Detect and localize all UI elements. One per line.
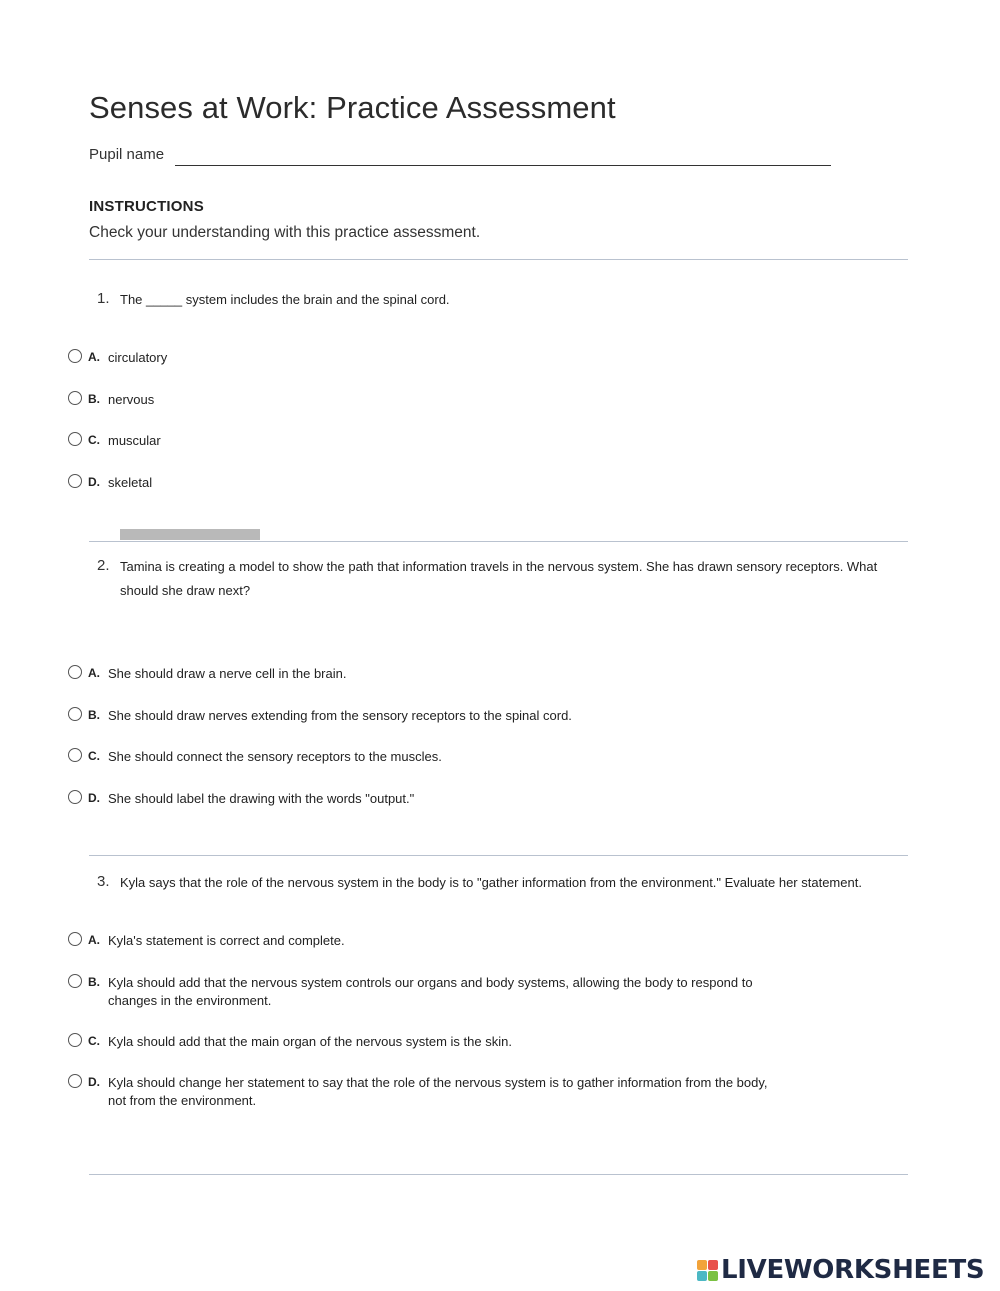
section-divider (89, 541, 908, 542)
option-letter: B. (88, 708, 100, 722)
option-text: She should label the drawing with the words "output." (108, 791, 415, 806)
radio-button[interactable] (68, 790, 82, 804)
radio-button[interactable] (68, 1074, 82, 1088)
radio-button[interactable] (68, 748, 82, 762)
question-number: 3. (97, 873, 110, 890)
question-text: Tamina is creating a model to show the path that information travels in the nervous system. She has drawn sensory receptors. What should she draw next? (120, 559, 878, 598)
radio-button[interactable] (68, 665, 82, 679)
question-text: Kyla says that the role of the nervous system in the body is to "gather information from the environment." Evaluate her statement. (120, 875, 862, 890)
option-text: circulatory (108, 350, 168, 365)
option-text: She should draw a nerve cell in the brain. (108, 666, 347, 681)
logo-text: LIVEWORKSHEETS (721, 1255, 985, 1285)
option-letter: D. (88, 475, 100, 489)
option-text: skeletal (108, 475, 153, 490)
option-letter: B. (88, 975, 100, 989)
option-letter: C. (88, 433, 100, 447)
section-divider (89, 259, 908, 260)
radio-button[interactable] (68, 707, 82, 721)
option-letter: B. (88, 392, 100, 406)
radio-button[interactable] (68, 1033, 82, 1047)
option-letter: D. (88, 1075, 100, 1089)
question-text: The _____ system includes the brain and the spinal cord. (120, 292, 450, 307)
question-number: 1. (97, 290, 110, 307)
logo-tile (697, 1260, 707, 1270)
radio-button[interactable] (68, 391, 82, 405)
section-divider (89, 855, 908, 856)
grey-tab-marker (120, 529, 260, 540)
option-text: She should draw nerves extending from the sensory receptors to the spinal cord. (108, 708, 572, 723)
option-text: Kyla should add that the nervous system controls our organs and body systems, allowing the body to respond to changes in the environment. (108, 975, 753, 1008)
instructions-text: Check your understanding with this practice assessment. (89, 224, 481, 241)
option-text: nervous (108, 392, 155, 407)
logo-tile (708, 1271, 718, 1281)
radio-button[interactable] (68, 474, 82, 488)
option-text: Kyla should change her statement to say that the role of the nervous system is to gather information from the body, not from the environment. (108, 1075, 768, 1108)
liveworksheets-logo (697, 1255, 984, 1285)
logo-tile (697, 1271, 707, 1281)
section-divider (89, 1174, 908, 1175)
question-number: 2. (97, 557, 110, 574)
page-title: Senses at Work: Practice Assessment (89, 90, 616, 125)
option-text: Kyla should add that the main organ of the nervous system is the skin. (108, 1034, 512, 1049)
option-letter: A. (88, 350, 100, 364)
instructions-heading: INSTRUCTIONS (89, 198, 204, 215)
pupil-name-label: Pupil name (89, 146, 165, 163)
option-letter: A. (88, 666, 100, 680)
option-text: Kyla's statement is correct and complete. (108, 933, 345, 948)
radio-button[interactable] (68, 974, 82, 988)
option-letter: D. (88, 791, 100, 805)
radio-button[interactable] (68, 932, 82, 946)
option-text: muscular (108, 433, 161, 448)
logo-mark-icon (697, 1260, 718, 1281)
option-letter: A. (88, 933, 100, 947)
pupil-name-field[interactable] (175, 165, 831, 166)
radio-button[interactable] (68, 432, 82, 446)
option-text: She should connect the sensory receptors to the muscles. (108, 749, 442, 764)
option-letter: C. (88, 749, 100, 763)
option-letter: C. (88, 1034, 100, 1048)
logo-tile (708, 1260, 718, 1270)
radio-button[interactable] (68, 349, 82, 363)
pupil-name-row (89, 146, 831, 168)
